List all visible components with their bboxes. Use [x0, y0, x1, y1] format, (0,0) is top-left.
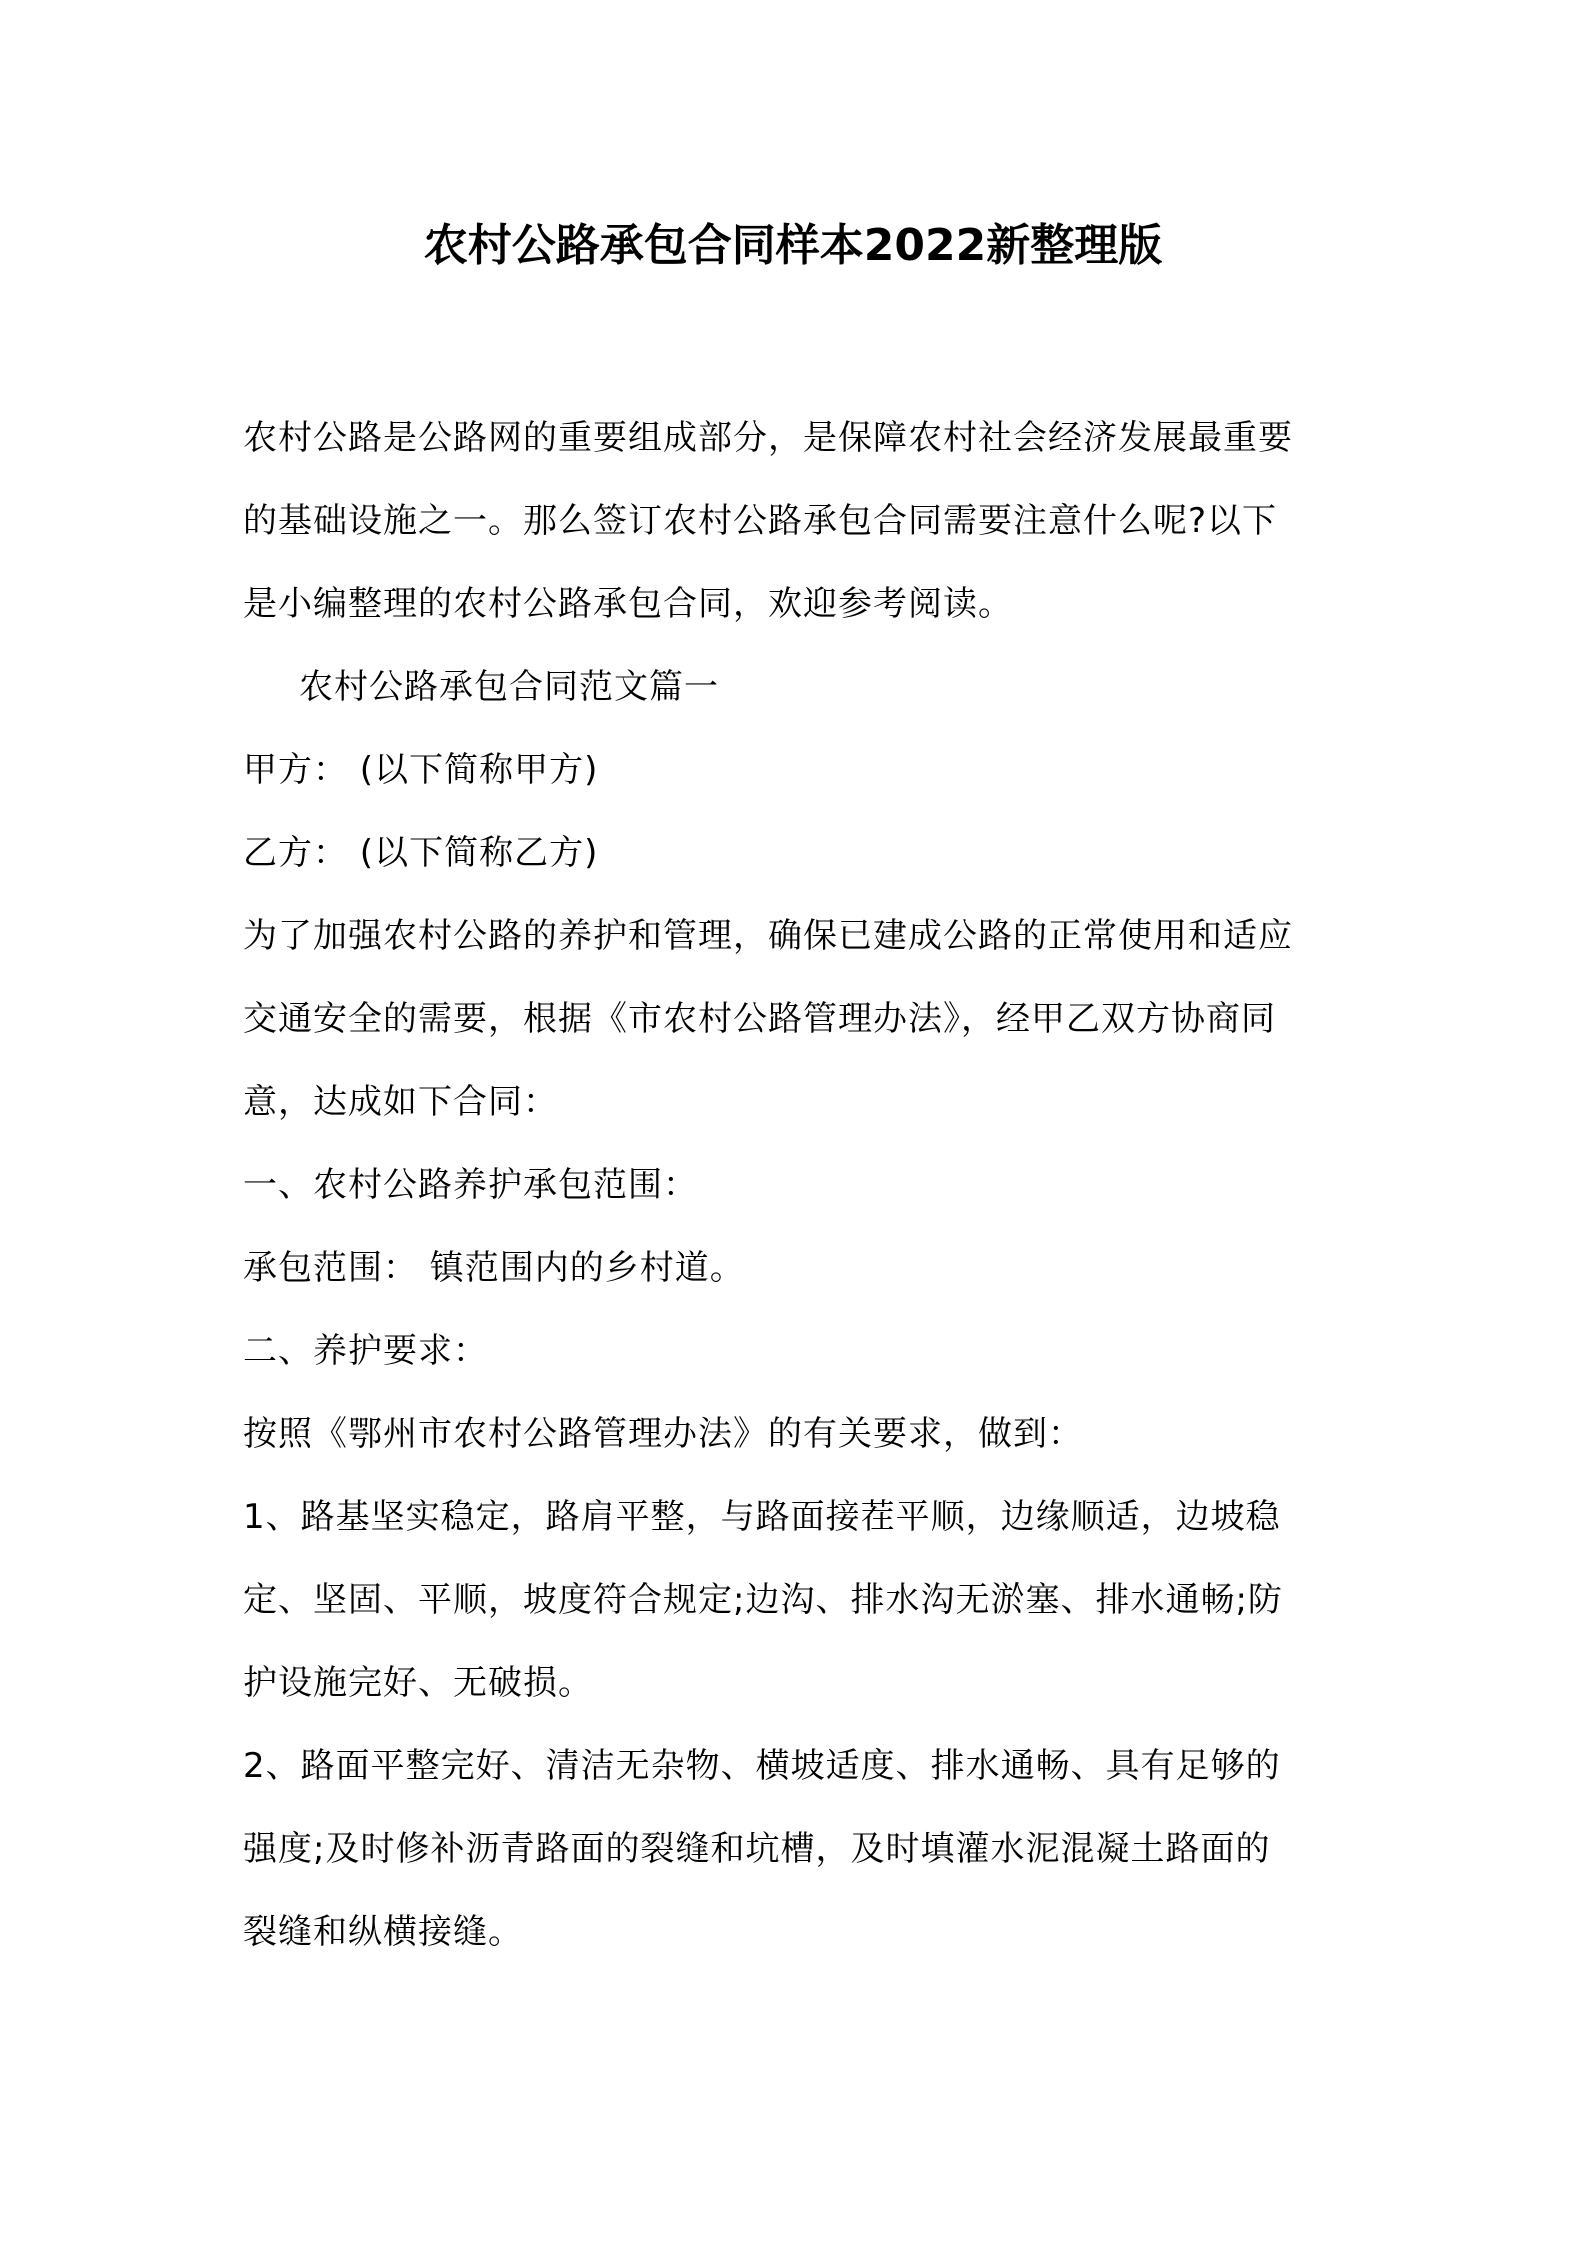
paragraph-line: 是小编整理的农村公路承包合同，欢迎参考阅读。 — [243, 584, 1013, 624]
document-title: 农村公路承包合同样本2022新整理版 — [423, 220, 1163, 271]
list-item-line: 强度;及时修补沥青路面的裂缝和坑槽，及时填灌水泥混凝土路面的 — [243, 1829, 1271, 1869]
section-heading: 农村公路承包合同范文篇一 — [299, 667, 719, 707]
clause-heading: 二、养护要求： — [243, 1331, 488, 1371]
paragraph-line: 按照《鄂州市农村公路管理办法》的有关要求，做到： — [243, 1414, 1083, 1454]
list-item-line: 定、坚固、平顺，坡度符合规定;边沟、排水沟无淤塞、排水通畅;防 — [243, 1580, 1283, 1620]
list-item-line: 护设施完好、无破损。 — [243, 1663, 593, 1703]
paragraph-line: 农村公路是公路网的重要组成部分，是保障农村社会经济发展最重要 — [243, 418, 1293, 458]
party-a-line: 甲方： (以下简称甲方) — [243, 750, 599, 790]
paragraph-line: 为了加强农村公路的养护和管理，确保已建成公路的正常使用和适应 — [243, 916, 1293, 956]
paragraph-line: 交通安全的需要，根据《市农村公路管理办法》，经甲乙双方协商同 — [243, 999, 1276, 1039]
list-item-line: 2、路面平整完好、清洁无杂物、横坡适度、排水通畅、具有足够的 — [243, 1746, 1281, 1786]
party-b-line: 乙方： (以下简称乙方) — [243, 833, 599, 873]
list-item-line: 裂缝和纵横接缝。 — [243, 1912, 523, 1952]
document-body — [243, 397, 1353, 1974]
list-item-line: 1、路基坚实稳定，路肩平整，与路面接茬平顺，边缘顺适，边坡稳 — [243, 1497, 1281, 1537]
paragraph-line: 意，达成如下合同： — [243, 1082, 558, 1122]
paragraph-line: 的基础设施之一。那么签订农村公路承包合同需要注意什么呢?以下 — [243, 501, 1278, 541]
paragraph-line: 承包范围： 镇范围内的乡村道。 — [243, 1248, 745, 1288]
clause-heading: 一、农村公路养护承包范围： — [243, 1165, 698, 1205]
